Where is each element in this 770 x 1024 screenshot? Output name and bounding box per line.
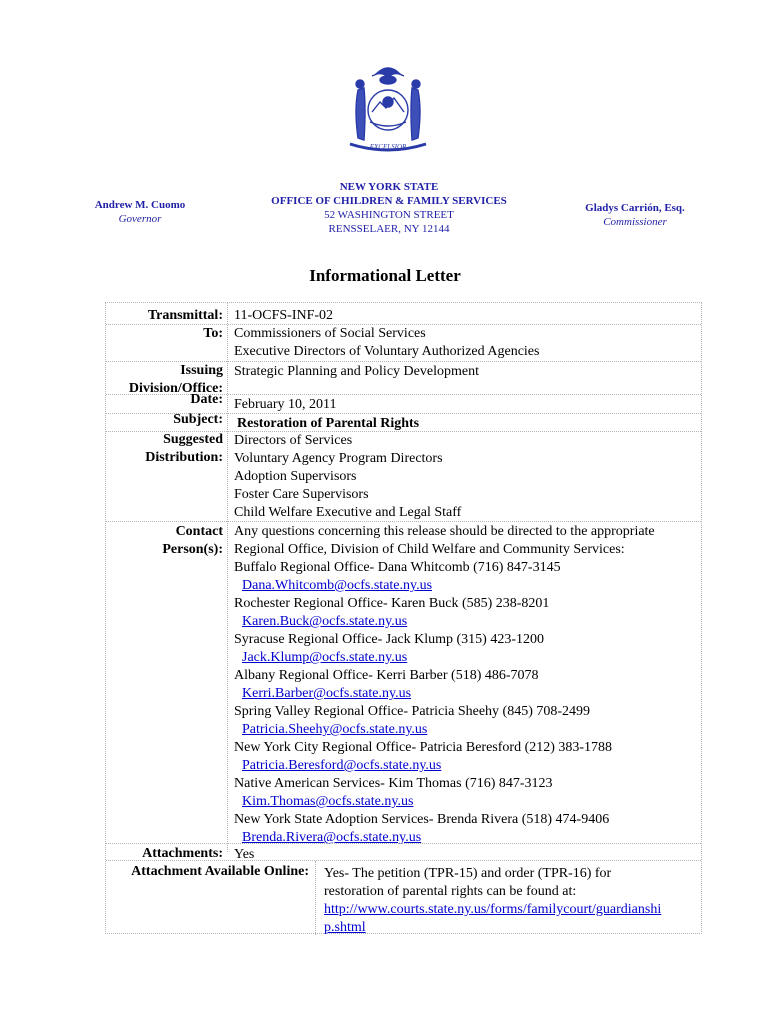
transmittal-value: 11-OCFS-INF-02: [234, 308, 334, 323]
row-distribution: [106, 431, 701, 522]
subject-label: Subject:: [173, 412, 223, 427]
distribution-label-line: Distribution:: [145, 450, 223, 465]
contact-email-link[interactable]: Kim.Thomas@ocfs.state.ny.us: [242, 794, 414, 809]
distribution-item: Child Welfare Executive and Legal Staff: [234, 505, 462, 520]
row-subject: [106, 413, 701, 433]
contact-email-link[interactable]: Karen.Buck@ocfs.state.ny.us: [242, 614, 408, 629]
contact-label-line: Contact: [175, 524, 223, 539]
attachments-value: Yes: [234, 847, 255, 862]
contact-intro: Regional Office, Division of Child Welfare and Community Services:: [234, 542, 625, 557]
issuing-label-line: Issuing: [180, 363, 223, 378]
contact-intro: Any questions concerning this release should be directed to the appropriate: [234, 524, 655, 539]
commissioner-name: Gladys Carrión, Esq.: [585, 202, 685, 214]
row-attachment-online: [106, 860, 701, 935]
governor-name: Andrew M. Cuomo: [94, 199, 186, 211]
issuing-value: Strategic Planning and Policy Development: [234, 364, 479, 379]
to-label: To:: [203, 326, 223, 341]
online-values: [324, 865, 696, 937]
agency-street: 52 WASHINGTON STREET: [324, 209, 454, 221]
commissioner-title: Commissioner: [603, 216, 667, 228]
online-text: Yes- The petition (TPR-15) and order (TPR-16) for: [324, 866, 612, 881]
to-value: Executive Directors of Voluntary Authorized Agencies: [234, 344, 540, 359]
governor-title: Governor: [118, 213, 162, 225]
row-to: [106, 324, 701, 361]
contact-office: Native American Services- Kim Thomas (716) 847-3123: [234, 776, 553, 791]
distribution-item: Foster Care Supervisors: [234, 487, 369, 502]
contact-office: Spring Valley Regional Office- Patricia Sheehy (845) 708-2499: [234, 704, 591, 719]
attachments-label: Attachments:: [142, 846, 223, 861]
distribution-label: [106, 431, 223, 467]
document-title: Informational Letter: [309, 266, 461, 285]
online-divider: [315, 861, 316, 935]
commissioner-block: [565, 201, 705, 229]
contact-email-link[interactable]: Patricia.Beresford@ocfs.state.ny.us: [242, 758, 442, 773]
contact-office: New York State Adoption Services- Brenda Rivera (518) 474-9406: [234, 812, 610, 827]
date-label: Date:: [190, 392, 223, 407]
to-value: Commissioners of Social Services: [234, 326, 426, 341]
contact-office: Buffalo Regional Office- Dana Whitcomb (716) 847-3145: [234, 560, 561, 575]
contact-office: Albany Regional Office- Kerri Barber (518) 486-7078: [234, 668, 539, 683]
new-york-state-seal: [336, 60, 440, 160]
date-value: February 10, 2011: [234, 397, 337, 412]
to-values: [234, 325, 699, 361]
distribution-label-line: Suggested: [163, 432, 223, 447]
distribution-values: [234, 432, 699, 522]
governor-block: [75, 198, 205, 226]
agency-city: RENSSELAER, NY 12144: [328, 223, 450, 235]
contact-office: New York City Regional Office- Patricia Beresford (212) 383-1788: [234, 740, 613, 755]
agency-state: NEW YORK STATE: [339, 181, 439, 193]
row-contacts: [106, 521, 701, 846]
agency-address-block: [248, 180, 530, 236]
distribution-item: Directors of Services: [234, 433, 353, 448]
online-label: Attachment Available Online:: [131, 864, 309, 879]
letter-details-table: [105, 302, 702, 934]
agency-office: OFFICE OF CHILDREN & FAMILY SERVICES: [271, 195, 507, 207]
issuing-label-line: Division/Office:: [128, 381, 223, 396]
seal-motto: EXCELSIOR: [369, 143, 407, 151]
distribution-item: Adoption Supervisors: [234, 469, 357, 484]
contact-label: [106, 523, 223, 559]
contact-email-link[interactable]: Kerri.Barber@ocfs.state.ny.us: [242, 686, 412, 701]
distribution-item: Voluntary Agency Program Directors: [234, 451, 443, 466]
contact-values: [234, 523, 699, 847]
contact-email-link[interactable]: Patricia.Sheehy@ocfs.state.ny.us: [242, 722, 428, 737]
online-url-link[interactable]: http://www.courts.state.ny.us/forms/familycourt/guardianshi: [324, 902, 662, 917]
contact-office: Rochester Regional Office- Karen Buck (585) 238-8201: [234, 596, 550, 611]
online-url-link[interactable]: p.shtml: [324, 920, 366, 935]
online-text: restoration of parental rights can be found at:: [324, 884, 577, 899]
contact-label-line: Person(s):: [162, 542, 223, 557]
subject-value: Restoration of Parental Rights: [237, 416, 420, 431]
contact-email-link[interactable]: Brenda.Rivera@ocfs.state.ny.us: [242, 830, 422, 845]
contact-email-link[interactable]: Dana.Whitcomb@ocfs.state.ny.us: [242, 578, 433, 593]
row-transmittal: [106, 303, 701, 321]
contact-email-link[interactable]: Jack.Klump@ocfs.state.ny.us: [242, 650, 408, 665]
contact-office: Syracuse Regional Office- Jack Klump (315) 423-1200: [234, 632, 544, 647]
transmittal-label: Transmittal:: [147, 308, 223, 323]
